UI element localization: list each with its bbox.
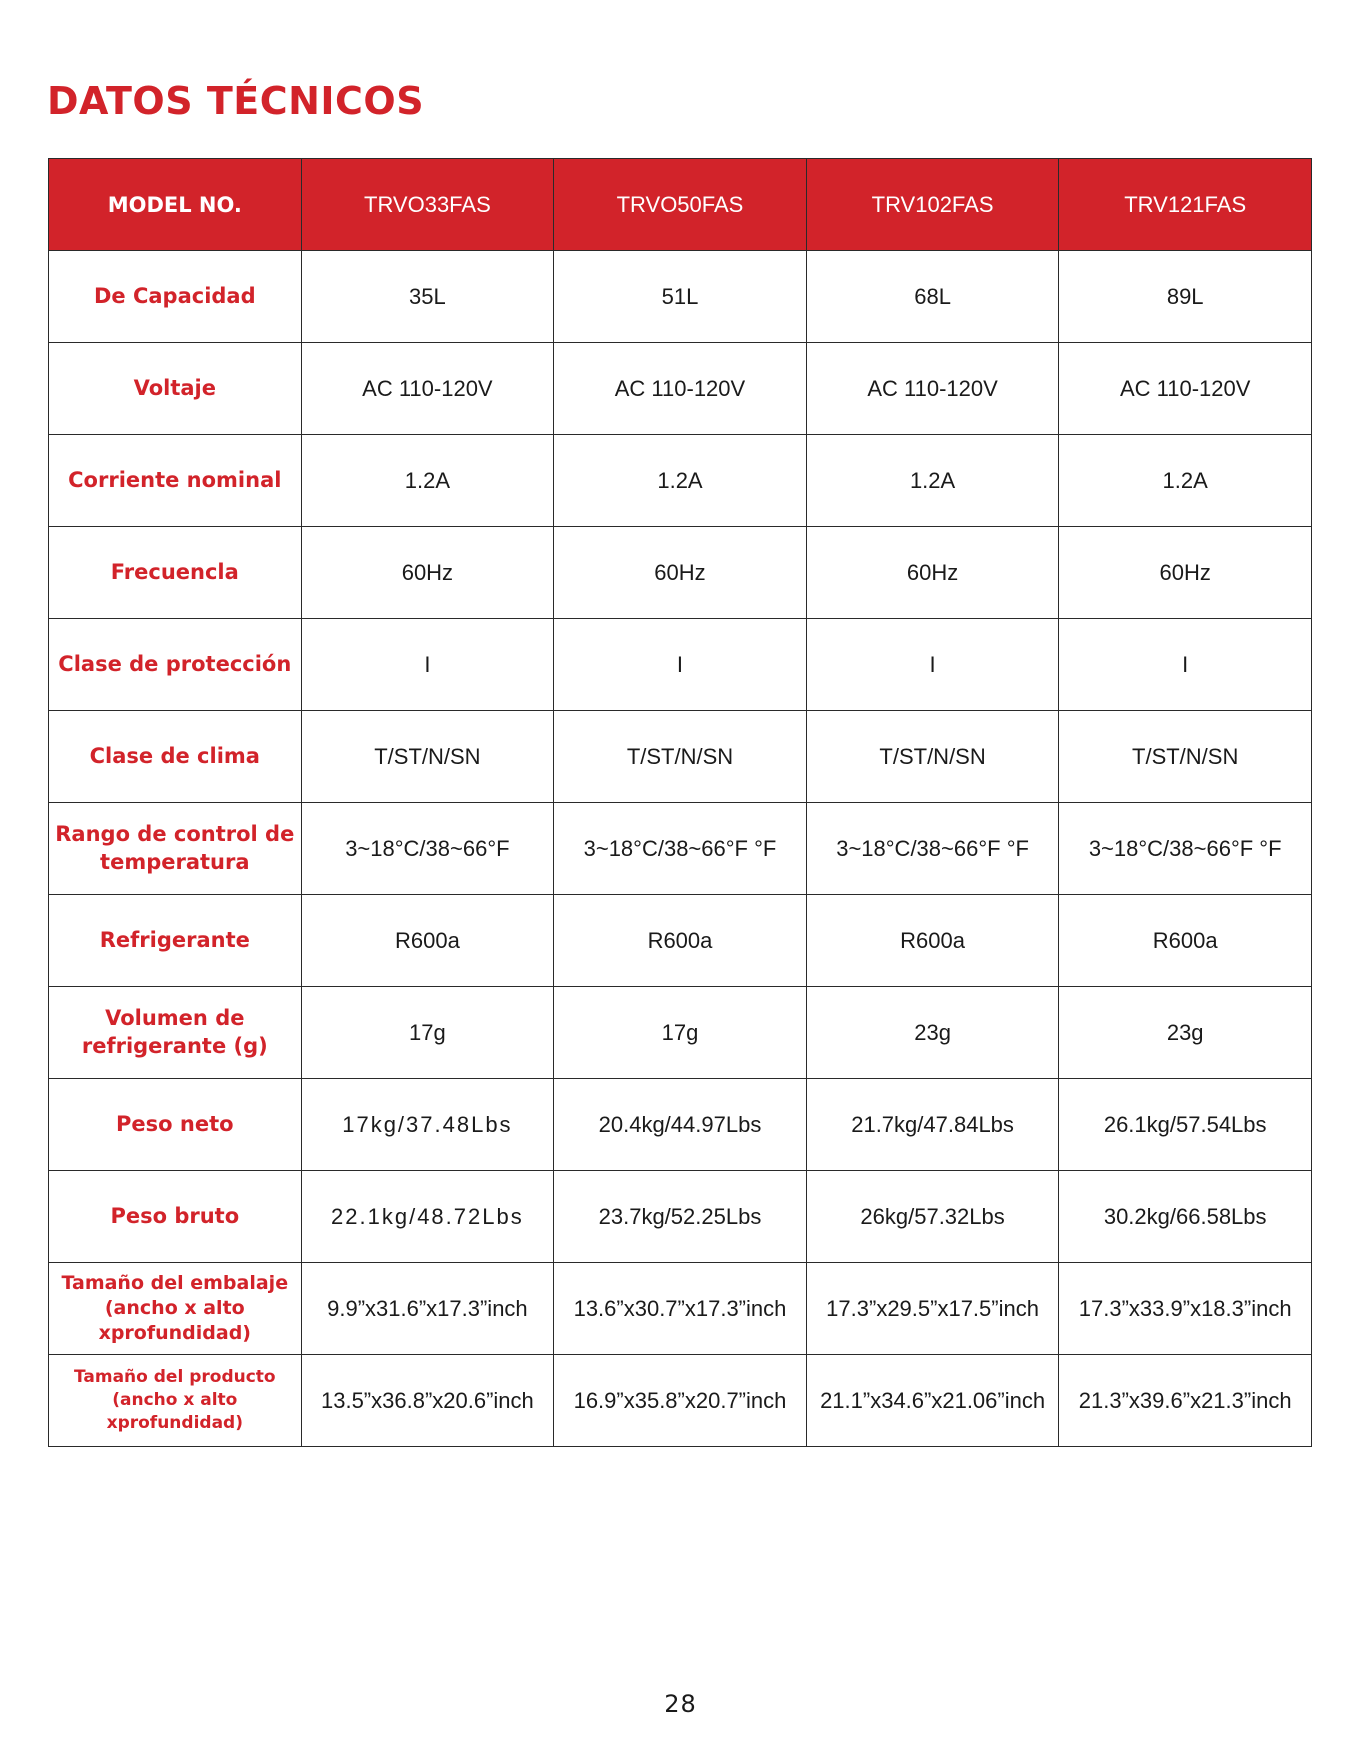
table-cell: 16.9”x35.8”x20.7”inch xyxy=(554,1355,807,1447)
table-cell: T/ST/N/SN xyxy=(554,711,807,803)
table-cell: 20.4kg/44.97Lbs xyxy=(554,1079,807,1171)
row-label-frequency: Frecuencla xyxy=(49,527,302,619)
page-number: 28 xyxy=(664,1690,697,1718)
table-cell: 26kg/57.32Lbs xyxy=(806,1171,1059,1263)
table-cell: T/ST/N/SN xyxy=(1059,711,1312,803)
table-cell: 60Hz xyxy=(1059,527,1312,619)
table-cell: T/ST/N/SN xyxy=(806,711,1059,803)
table-row xyxy=(49,527,1312,619)
row-label-protection-class: Clase de protección xyxy=(49,619,302,711)
table-cell: 26.1kg/57.54Lbs xyxy=(1059,1079,1312,1171)
row-label-refrigerant-volume: Volumen de refrigerante (g) xyxy=(49,987,302,1079)
table-cell: 17g xyxy=(554,987,807,1079)
table-cell: 60Hz xyxy=(301,527,554,619)
table-cell: 17.3”x33.9”x18.3”inch xyxy=(1059,1263,1312,1355)
table-row xyxy=(49,987,1312,1079)
table-row xyxy=(49,343,1312,435)
row-label-net-weight: Peso neto xyxy=(49,1079,302,1171)
table-header-row xyxy=(49,159,1312,251)
table-cell: I xyxy=(301,619,554,711)
model-header: TRV121FAS xyxy=(1059,159,1312,251)
row-label-capacity: De Capacidad xyxy=(49,251,302,343)
table-cell: AC 110-120V xyxy=(301,343,554,435)
header-label: MODEL NO. xyxy=(49,159,302,251)
table-row xyxy=(49,1171,1312,1263)
row-label-refrigerant: Refrigerante xyxy=(49,895,302,987)
table-row xyxy=(49,803,1312,895)
table-cell: 3~18°C/38~66°F °F xyxy=(806,803,1059,895)
table-row xyxy=(49,1079,1312,1171)
table-cell: T/ST/N/SN xyxy=(301,711,554,803)
table-cell: 30.2kg/66.58Lbs xyxy=(1059,1171,1312,1263)
row-label-climate-class: Clase de clima xyxy=(49,711,302,803)
row-label-gross-weight: Peso bruto xyxy=(49,1171,302,1263)
table-cell: R600a xyxy=(554,895,807,987)
table-cell: 1.2A xyxy=(806,435,1059,527)
table-cell: 21.3”x39.6”x21.3”inch xyxy=(1059,1355,1312,1447)
table-cell: R600a xyxy=(806,895,1059,987)
table-cell: I xyxy=(1059,619,1312,711)
row-label-product-size: Tamaño del producto (ancho x alto xprofundidad) xyxy=(49,1355,302,1447)
spec-table xyxy=(48,158,1312,1447)
table-cell: 23g xyxy=(1059,987,1312,1079)
table-row xyxy=(49,1355,1312,1447)
model-header: TRVO50FAS xyxy=(554,159,807,251)
table-cell: AC 110-120V xyxy=(1059,343,1312,435)
row-label-temperature-range: Rango de control de temperatura xyxy=(49,803,302,895)
table-row xyxy=(49,1263,1312,1355)
row-label-current: Corriente nominal xyxy=(49,435,302,527)
table-cell: 17kg/37.48Lbs xyxy=(301,1079,554,1171)
table-cell: 13.6”x30.7”x17.3”inch xyxy=(554,1263,807,1355)
table-cell: 23.7kg/52.25Lbs xyxy=(554,1171,807,1263)
table-cell: 13.5”x36.8”x20.6”inch xyxy=(301,1355,554,1447)
table-cell: 23g xyxy=(806,987,1059,1079)
table-cell: 1.2A xyxy=(301,435,554,527)
table-cell: AC 110-120V xyxy=(554,343,807,435)
table-cell: 17g xyxy=(301,987,554,1079)
table-row xyxy=(49,711,1312,803)
table-cell: AC 110-120V xyxy=(806,343,1059,435)
table-cell: 1.2A xyxy=(1059,435,1312,527)
table-cell: 22.1kg/48.72Lbs xyxy=(301,1171,554,1263)
row-label-package-size: Tamaño del embalaje (ancho x alto xprofundidad) xyxy=(49,1263,302,1355)
table-cell: 9.9”x31.6”x17.3”inch xyxy=(301,1263,554,1355)
table-row xyxy=(49,619,1312,711)
table-cell: 3~18°C/38~66°F xyxy=(301,803,554,895)
table-row xyxy=(49,895,1312,987)
table-cell: 60Hz xyxy=(806,527,1059,619)
model-header: TRV102FAS xyxy=(806,159,1059,251)
table-cell: I xyxy=(554,619,807,711)
table-row xyxy=(49,251,1312,343)
table-cell: 60Hz xyxy=(554,527,807,619)
table-cell: 3~18°C/38~66°F °F xyxy=(554,803,807,895)
row-label-voltage: Voltaje xyxy=(49,343,302,435)
table-cell: 89L xyxy=(1059,251,1312,343)
table-cell: 1.2A xyxy=(554,435,807,527)
table-cell: R600a xyxy=(301,895,554,987)
table-cell: 68L xyxy=(806,251,1059,343)
table-row xyxy=(49,435,1312,527)
table-cell: 35L xyxy=(301,251,554,343)
model-header: TRVO33FAS xyxy=(301,159,554,251)
table-cell: 3~18°C/38~66°F °F xyxy=(1059,803,1312,895)
table-cell: 21.7kg/47.84Lbs xyxy=(806,1079,1059,1171)
table-cell: 51L xyxy=(554,251,807,343)
table-cell: 21.1”x34.6”x21.06”inch xyxy=(806,1355,1059,1447)
table-cell: R600a xyxy=(1059,895,1312,987)
table-cell: 17.3”x29.5”x17.5”inch xyxy=(806,1263,1059,1355)
table-cell: I xyxy=(806,619,1059,711)
page-title: DATOS TÉCNICOS xyxy=(47,79,425,123)
